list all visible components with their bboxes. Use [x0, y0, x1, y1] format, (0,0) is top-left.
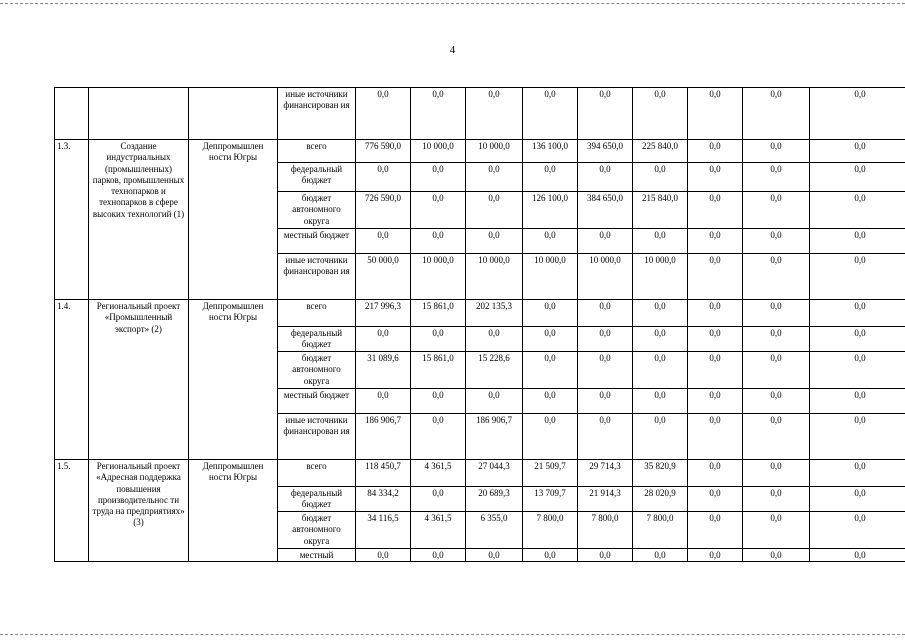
- amount-cell: 0,0: [743, 140, 810, 163]
- amount-cell: 202 135,3: [466, 300, 523, 327]
- amount-cell: 0,0: [743, 549, 810, 562]
- amount-cell: 0,0: [523, 327, 578, 352]
- amount-cell: 186 906,7: [466, 414, 523, 460]
- amount-cell: 225 840,0: [633, 140, 688, 163]
- amount-cell: 10 000,0: [466, 254, 523, 300]
- table-row: [55, 460, 905, 487]
- scan-edge-bottom: [0, 634, 905, 635]
- amount-cell: 0,0: [688, 229, 743, 254]
- amount-cell: 0,0: [578, 389, 633, 414]
- amount-cell: 0,0: [411, 389, 466, 414]
- amount-cell: 0,0: [356, 389, 411, 414]
- amount-cell: 0,0: [743, 512, 810, 549]
- amount-cell: 15 228,6: [466, 352, 523, 389]
- amount-cell: 136 100,0: [523, 140, 578, 163]
- amount-cell: 118 450,7: [356, 460, 411, 487]
- amount-cell: 0,0: [411, 327, 466, 352]
- funding-source: федеральный бюджет: [278, 163, 356, 192]
- funding-source: иные источники финансирован ия: [278, 414, 356, 460]
- amount-cell: 35 820,9: [633, 460, 688, 487]
- amount-cell: 126 100,0: [523, 192, 578, 229]
- amount-cell: 0,0: [633, 549, 688, 562]
- amount-cell: 0,0: [810, 229, 905, 254]
- amount-cell: 0,0: [578, 549, 633, 562]
- amount-cell: 21 914,3: [578, 487, 633, 512]
- amount-cell: 0,0: [688, 352, 743, 389]
- amount-cell: 10 000,0: [633, 254, 688, 300]
- funding-source: всего: [278, 460, 356, 487]
- amount-cell: 0,0: [466, 327, 523, 352]
- amount-cell: 7 800,0: [523, 512, 578, 549]
- amount-cell: 0,0: [411, 487, 466, 512]
- funding-source: всего: [278, 300, 356, 327]
- executor-name: Деппромышлен ности Югры: [189, 140, 278, 300]
- funding-source: местный: [278, 549, 356, 562]
- funding-source: местный бюджет: [278, 389, 356, 414]
- amount-cell: 0,0: [743, 88, 810, 140]
- table-row: [55, 140, 905, 163]
- amount-cell: 0,0: [411, 192, 466, 229]
- amount-cell: 0,0: [578, 352, 633, 389]
- amount-cell: 4 361,5: [411, 460, 466, 487]
- executor-name: [189, 88, 278, 140]
- amount-cell: 0,0: [411, 414, 466, 460]
- activity-name: [89, 88, 189, 140]
- amount-cell: 0,0: [743, 300, 810, 327]
- amount-cell: 0,0: [466, 229, 523, 254]
- amount-cell: 0,0: [633, 414, 688, 460]
- amount-cell: 0,0: [743, 352, 810, 389]
- amount-cell: 0,0: [810, 460, 905, 487]
- amount-cell: 0,0: [523, 352, 578, 389]
- amount-cell: 0,0: [688, 389, 743, 414]
- funding-source: местный бюджет: [278, 229, 356, 254]
- scan-edge-top: [0, 3, 905, 4]
- amount-cell: 0,0: [688, 487, 743, 512]
- amount-cell: 0,0: [523, 549, 578, 562]
- activity-name: Региональный проект «Адресная поддержка повышения производительнос ти труда на предприятиях» (3): [89, 460, 189, 562]
- amount-cell: 0,0: [523, 88, 578, 140]
- amount-cell: 7 800,0: [578, 512, 633, 549]
- amount-cell: 0,0: [810, 487, 905, 512]
- amount-cell: 0,0: [810, 512, 905, 549]
- amount-cell: 0,0: [578, 88, 633, 140]
- funding-source: иные источники финансирован ия: [278, 254, 356, 300]
- row-number: 1.5.: [55, 460, 89, 562]
- amount-cell: 186 906,7: [356, 414, 411, 460]
- amount-cell: 0,0: [810, 140, 905, 163]
- amount-cell: 84 334,2: [356, 487, 411, 512]
- amount-cell: 0,0: [466, 163, 523, 192]
- amount-cell: 0,0: [411, 549, 466, 562]
- amount-cell: 0,0: [743, 414, 810, 460]
- amount-cell: 0,0: [810, 352, 905, 389]
- amount-cell: 0,0: [688, 414, 743, 460]
- amount-cell: 0,0: [688, 300, 743, 327]
- activity-name: Создание индустриальных (промышленных) парков, промышленных технопарков и технопарков в сфере высоких технологий (1): [89, 140, 189, 300]
- amount-cell: 0,0: [743, 389, 810, 414]
- amount-cell: 0,0: [810, 389, 905, 414]
- executor-name: Деппромышлен ности Югры: [189, 460, 278, 562]
- amount-cell: 776 590,0: [356, 140, 411, 163]
- amount-cell: 0,0: [633, 352, 688, 389]
- amount-cell: 0,0: [688, 460, 743, 487]
- amount-cell: 0,0: [810, 549, 905, 562]
- executor-name: Деппромышлен ности Югры: [189, 300, 278, 460]
- amount-cell: 0,0: [688, 163, 743, 192]
- amount-cell: 10 000,0: [578, 254, 633, 300]
- amount-cell: 0,0: [523, 229, 578, 254]
- amount-cell: 0,0: [633, 327, 688, 352]
- amount-cell: 0,0: [633, 88, 688, 140]
- amount-cell: 0,0: [356, 163, 411, 192]
- amount-cell: 0,0: [688, 88, 743, 140]
- amount-cell: 0,0: [743, 192, 810, 229]
- amount-cell: 394 650,0: [578, 140, 633, 163]
- amount-cell: 215 840,0: [633, 192, 688, 229]
- row-number: 1.4.: [55, 300, 89, 460]
- amount-cell: 0,0: [743, 460, 810, 487]
- amount-cell: 10 000,0: [411, 140, 466, 163]
- amount-cell: 0,0: [411, 163, 466, 192]
- amount-cell: 0,0: [523, 414, 578, 460]
- amount-cell: 0,0: [356, 229, 411, 254]
- amount-cell: 27 044,3: [466, 460, 523, 487]
- amount-cell: 0,0: [810, 192, 905, 229]
- amount-cell: 0,0: [356, 88, 411, 140]
- amount-cell: 10 000,0: [466, 140, 523, 163]
- amount-cell: 0,0: [633, 163, 688, 192]
- funding-source: всего: [278, 140, 356, 163]
- amount-cell: 0,0: [810, 88, 905, 140]
- table-row: [55, 300, 905, 327]
- amount-cell: 0,0: [810, 254, 905, 300]
- amount-cell: 0,0: [578, 414, 633, 460]
- amount-cell: 0,0: [466, 389, 523, 414]
- funding-table: [54, 87, 905, 562]
- amount-cell: 384 650,0: [578, 192, 633, 229]
- amount-cell: 0,0: [466, 88, 523, 140]
- amount-cell: 15 861,0: [411, 352, 466, 389]
- amount-cell: 0,0: [578, 163, 633, 192]
- row-number: 1.3.: [55, 140, 89, 300]
- funding-source: бюджет автономного округа: [278, 192, 356, 229]
- amount-cell: 0,0: [743, 254, 810, 300]
- amount-cell: 0,0: [743, 487, 810, 512]
- amount-cell: 0,0: [523, 389, 578, 414]
- amount-cell: 28 020,9: [633, 487, 688, 512]
- amount-cell: 10 000,0: [523, 254, 578, 300]
- amount-cell: 7 800,0: [633, 512, 688, 549]
- amount-cell: 0,0: [578, 327, 633, 352]
- amount-cell: 0,0: [743, 327, 810, 352]
- amount-cell: 0,0: [578, 229, 633, 254]
- amount-cell: 0,0: [810, 414, 905, 460]
- amount-cell: 21 509,7: [523, 460, 578, 487]
- amount-cell: 0,0: [810, 163, 905, 192]
- amount-cell: 0,0: [411, 229, 466, 254]
- amount-cell: 217 996,3: [356, 300, 411, 327]
- amount-cell: 0,0: [633, 389, 688, 414]
- amount-cell: 0,0: [356, 327, 411, 352]
- amount-cell: 0,0: [466, 549, 523, 562]
- amount-cell: 0,0: [688, 327, 743, 352]
- amount-cell: 0,0: [743, 229, 810, 254]
- funding-source: федеральный бюджет: [278, 327, 356, 352]
- funding-source: бюджет автономного округа: [278, 512, 356, 549]
- amount-cell: 0,0: [523, 163, 578, 192]
- amount-cell: 31 089,6: [356, 352, 411, 389]
- amount-cell: 0,0: [810, 300, 905, 327]
- amount-cell: 0,0: [688, 254, 743, 300]
- amount-cell: 0,0: [523, 300, 578, 327]
- amount-cell: 0,0: [810, 327, 905, 352]
- funding-source: федеральный бюджет: [278, 487, 356, 512]
- amount-cell: 0,0: [356, 549, 411, 562]
- amount-cell: 0,0: [743, 163, 810, 192]
- row-number: [55, 88, 89, 140]
- amount-cell: 0,0: [688, 140, 743, 163]
- amount-cell: 0,0: [633, 229, 688, 254]
- amount-cell: 29 714,3: [578, 460, 633, 487]
- amount-cell: 15 861,0: [411, 300, 466, 327]
- amount-cell: 726 590,0: [356, 192, 411, 229]
- table-row: [55, 88, 905, 140]
- amount-cell: 0,0: [466, 192, 523, 229]
- amount-cell: 0,0: [688, 549, 743, 562]
- page-number: 4: [449, 44, 456, 56]
- amount-cell: 4 361,5: [411, 512, 466, 549]
- funding-source: бюджет автономного округа: [278, 352, 356, 389]
- amount-cell: 0,0: [578, 300, 633, 327]
- funding-source: иные источники финансирован ия: [278, 88, 356, 140]
- amount-cell: 0,0: [633, 300, 688, 327]
- amount-cell: 50 000,0: [356, 254, 411, 300]
- activity-name: Региональный проект «Промышленный экспорт» (2): [89, 300, 189, 460]
- amount-cell: 0,0: [688, 192, 743, 229]
- amount-cell: 0,0: [411, 88, 466, 140]
- amount-cell: 0,0: [688, 512, 743, 549]
- amount-cell: 13 709,7: [523, 487, 578, 512]
- amount-cell: 6 355,0: [466, 512, 523, 549]
- amount-cell: 20 689,3: [466, 487, 523, 512]
- amount-cell: 34 116,5: [356, 512, 411, 549]
- amount-cell: 10 000,0: [411, 254, 466, 300]
